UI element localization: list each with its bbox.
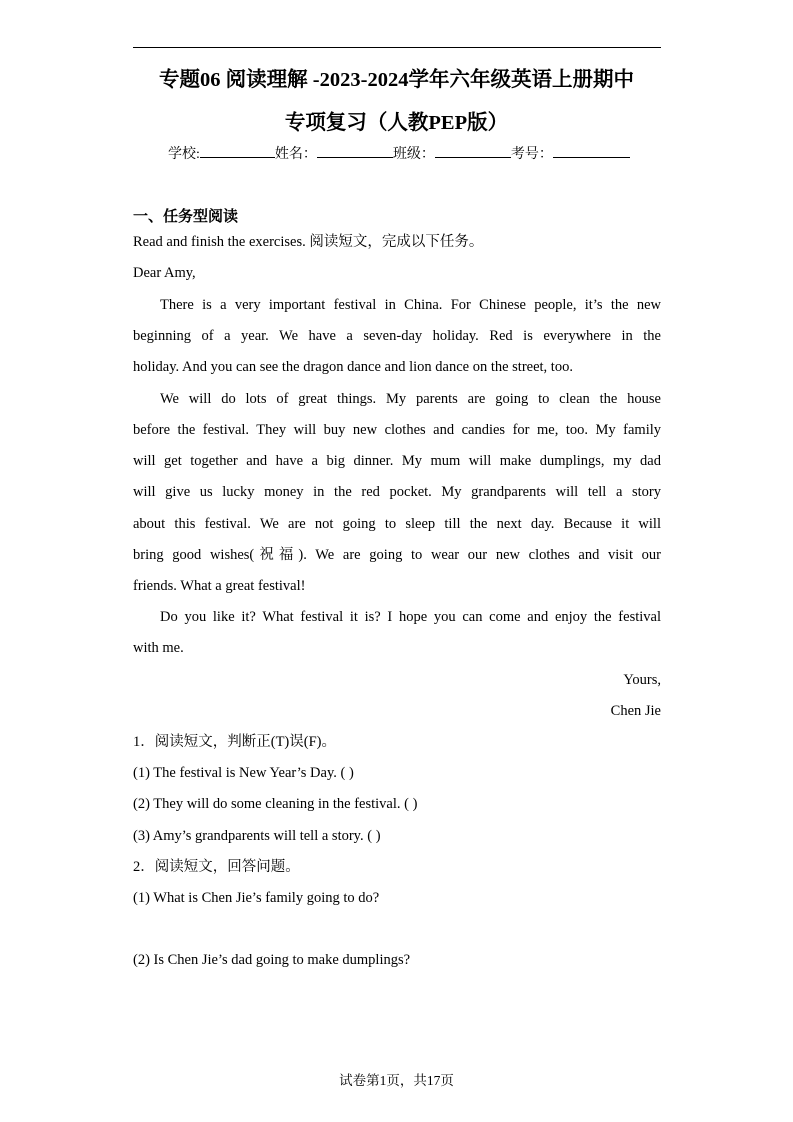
- letter-p1-line: holiday. And you can see the dragon dance and lion dance on the street, too.: [133, 359, 573, 375]
- letter-p2-line: before the festival. They will buy new clothes and candies for me, too. My family: [133, 422, 661, 438]
- letter-p3-line: Do you like it? What festival it is? I hope you can come and enjoy the festival: [160, 609, 661, 625]
- class-label: 班级：: [392, 147, 435, 162]
- letter-greeting: Dear Amy,: [133, 265, 196, 281]
- top-rule: [133, 47, 661, 48]
- letter-p1-line: beginning of a year. We have a seven-day holiday. Red is everywhere in the: [133, 328, 661, 344]
- letter-p2-line: about this festival. We are not going to sleep till the next day. Because it will: [133, 516, 661, 532]
- letter-p2-line: friends. What a great festival!: [133, 578, 306, 594]
- page-footer: 试卷第1页，共17页: [339, 1073, 454, 1088]
- letter-p1-line: There is a very important festival in China. For Chinese people, it’s the new: [160, 297, 661, 313]
- question-1-title: 1．阅读短文，判断正(T)误(F)。: [133, 734, 336, 750]
- question-1-item[interactable]: (1) The festival is New Year’s Day. ( ): [133, 765, 354, 781]
- question-1-item[interactable]: (2) They will do some cleaning in the festival. ( ): [133, 796, 418, 812]
- question-2-title: 2．阅读短文，回答问题。: [133, 859, 300, 875]
- letter-closing: Yours,: [623, 672, 661, 688]
- section-heading: 一、任务型阅读: [133, 209, 239, 225]
- page-title-line1: 专题06 阅读理解 -2023-2024学年六年级英语上册期中: [159, 69, 634, 91]
- school-blank: [200, 145, 275, 158]
- question-1-item[interactable]: (3) Amy’s grandparents will tell a story. ( ): [133, 828, 381, 844]
- name-blank: [317, 145, 393, 158]
- letter-p2-line: We will do lots of great things. My parents are going to clean the house: [160, 391, 661, 407]
- letter-p3-line: with me.: [133, 640, 184, 656]
- name-label: 姓名：: [274, 147, 317, 162]
- class-blank: [435, 145, 511, 158]
- student-info-row: [168, 145, 630, 164]
- school-label: 学校:: [168, 147, 200, 162]
- question-2-item[interactable]: (2) Is Chen Jie’s dad going to make dumplings?: [133, 952, 411, 968]
- page-title-line2: 专项复习（人教PEP版）: [284, 112, 509, 134]
- question-2-item[interactable]: (1) What is Chen Jie’s family going to do?: [133, 890, 380, 906]
- letter-p2-line: will get together and have a big dinner. My mum will make dumplings, my dad: [133, 453, 661, 469]
- letter-p2-line: will give us lucky money in the red pocket. My grandparents will tell a story: [133, 484, 661, 500]
- exam-no-blank: [553, 145, 630, 158]
- letter-p2-line: bring good wishes(祝福). We are going to wear our new clothes and visit our: [133, 547, 661, 563]
- letter-signature: Chen Jie: [610, 703, 661, 719]
- exam-no-label: 考号：: [510, 147, 553, 162]
- section-instruction: Read and finish the exercises. 阅读短文，完成以下任务。: [133, 234, 484, 250]
